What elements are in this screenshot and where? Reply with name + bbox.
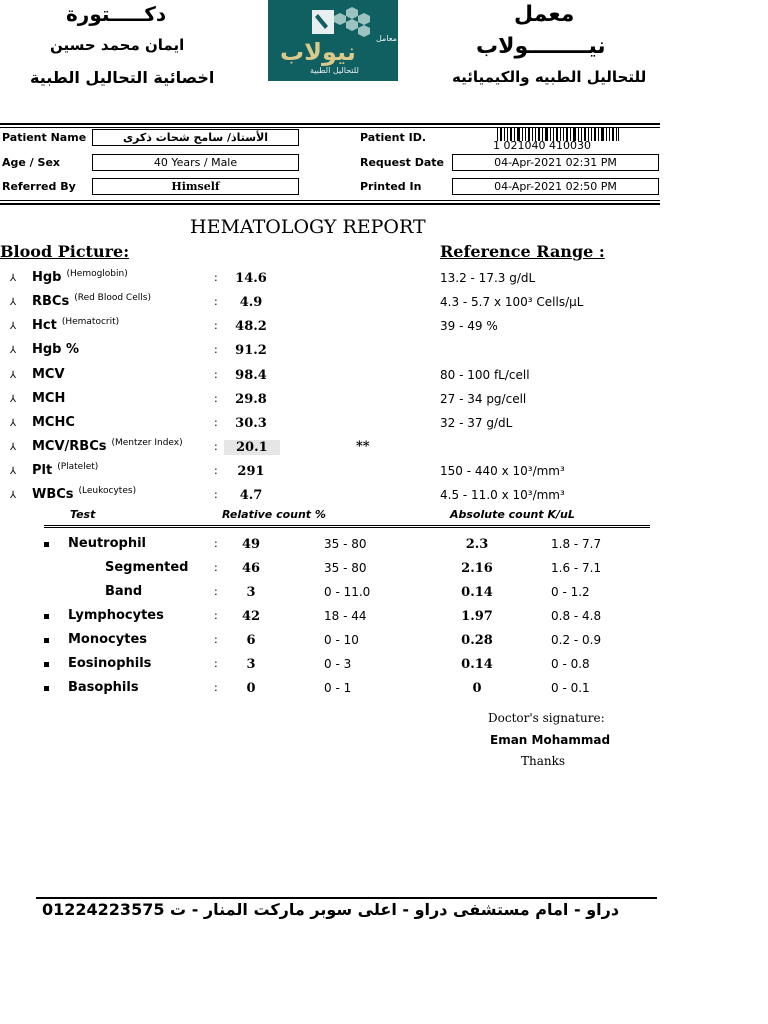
diff-colon: : (214, 633, 218, 646)
diff-absolute-range: 0 - 0.8 (551, 657, 590, 671)
diff-absolute-value: 2.3 (465, 537, 489, 552)
lab-title: معمل (514, 2, 575, 27)
diff-colon: : (214, 657, 218, 670)
diff-relative-range: 0 - 3 (324, 657, 352, 671)
test-subname: (Hematocrit) (61, 317, 120, 327)
info-bottom-border (0, 203, 660, 205)
logo-small-text: معامل (376, 34, 397, 43)
row-arrow-icon: ⅄ (10, 321, 17, 332)
test-reference-range: 4.3 - 5.7 x 100³ Cells/µL (440, 295, 584, 309)
diff-absolute-value: 0.14 (461, 585, 493, 600)
diff-test-name: Monocytes (68, 632, 148, 647)
request-date-field: 04-Apr-2021 02:31 PM (452, 154, 659, 171)
diff-colon: : (214, 585, 218, 598)
test-value: 98.4 (235, 368, 267, 383)
test-reference-range: 4.5 - 11.0 x 10³/mm³ (440, 488, 565, 502)
diff-absolute-value: 0.28 (461, 633, 493, 648)
test-value: 29.8 (235, 392, 267, 407)
test-name-text: MCHC (32, 415, 75, 430)
test-name (32, 439, 183, 454)
diff-colon: : (214, 537, 218, 550)
referred-by-field: Himself (92, 178, 299, 195)
diff-relative-value: 3 (246, 657, 256, 672)
diff-relative-value: 3 (246, 585, 256, 600)
age-sex-label: Age / Sex (2, 156, 61, 169)
test-name-text: Hct (32, 318, 57, 333)
test-reference-range: 32 - 37 g/dL (440, 416, 513, 430)
logo-tagline: للتحاليل الطبية (310, 66, 359, 75)
test-value: 48.2 (235, 319, 267, 334)
test-name (32, 270, 128, 285)
test-value: 4.9 (239, 295, 263, 310)
diff-header-line-thin (44, 525, 650, 526)
test-subname: (Red Blood Cells) (74, 293, 151, 303)
test-reference-range: 80 - 100 fL/cell (440, 368, 530, 382)
section-heading: Blood Picture: (0, 242, 130, 261)
footer-line (36, 897, 657, 899)
diff-absolute-range: 1.8 - 7.7 (551, 537, 602, 551)
diff-relative-range: 0 - 10 (324, 633, 359, 647)
patient-id-label: Patient ID. (360, 131, 426, 144)
reference-heading: Reference Range : (440, 242, 605, 261)
info-top-border (0, 123, 660, 125)
test-colon: : (214, 464, 218, 477)
test-name-text: RBCs (32, 294, 70, 309)
diff-relative-value: 46 (241, 561, 261, 576)
test-subname: (Hemoglobin) (66, 269, 128, 279)
lab-subtitle: للتحاليل الطبيه والكيميائيه (452, 68, 647, 86)
test-value: 4.7 (239, 488, 263, 503)
test-name (32, 415, 75, 430)
diff-absolute-value: 0 (472, 681, 482, 696)
test-colon: : (214, 295, 218, 308)
bullet-icon (44, 662, 49, 667)
test-reference-range: 39 - 49 % (440, 319, 498, 333)
test-name-text: Hgb % (32, 342, 80, 357)
printed-in-field: 04-Apr-2021 02:50 PM (452, 178, 659, 195)
diff-test-name: Segmented (105, 560, 189, 575)
test-subname: (Platelet) (57, 462, 99, 472)
barcode-number: 1 021040 410030 (493, 139, 591, 152)
diff-test-name: Band (105, 584, 143, 599)
age-sex-field: 40 Years / Male (92, 154, 299, 171)
diff-relative-range: 0 - 11.0 (324, 585, 371, 599)
diff-test-name: Eosinophils (68, 656, 152, 671)
diff-absolute-range: 0 - 1.2 (551, 585, 590, 599)
diff-header-absolute: Absolute count K/uL (450, 508, 575, 521)
test-colon: : (214, 392, 218, 405)
diff-relative-value: 49 (241, 537, 261, 552)
test-colon: : (214, 319, 218, 332)
signature-label: Doctor's signature: (488, 711, 605, 725)
diff-absolute-range: 0.8 - 4.8 (551, 609, 602, 623)
diff-relative-range: 35 - 80 (324, 561, 367, 575)
test-value: 291 (237, 464, 265, 479)
diff-header-test: Test (70, 508, 96, 521)
diff-absolute-value: 2.16 (461, 561, 493, 576)
diff-absolute-range: 1.6 - 7.1 (551, 561, 602, 575)
test-colon: : (214, 271, 218, 284)
bullet-icon (44, 686, 49, 691)
row-arrow-icon: ⅄ (10, 345, 17, 356)
row-arrow-icon: ⅄ (10, 490, 17, 501)
thanks-text: Thanks (521, 754, 566, 768)
diff-relative-value: 42 (241, 609, 261, 624)
test-value: 30.3 (235, 416, 267, 431)
row-arrow-icon: ⅄ (10, 442, 17, 453)
test-value: 14.6 (235, 271, 267, 286)
diff-test-name: Basophils (68, 680, 139, 695)
test-colon: : (214, 488, 218, 501)
test-name (32, 342, 79, 357)
diff-absolute-value: 0.14 (461, 657, 493, 672)
row-arrow-icon: ⅄ (10, 273, 17, 284)
diff-relative-range: 0 - 1 (324, 681, 352, 695)
test-subname: (Leukocytes) (78, 486, 137, 496)
test-name (32, 463, 98, 478)
diff-colon: : (214, 561, 218, 574)
bullet-icon (44, 614, 49, 619)
test-colon: : (214, 440, 218, 453)
diff-absolute-value: 1.97 (461, 609, 493, 624)
test-colon: : (214, 343, 218, 356)
bullet-icon (44, 638, 49, 643)
referred-by-label: Referred By (2, 180, 76, 193)
patient-name-field: الأستاذ/ سامح شحات ذكرى (92, 129, 299, 146)
test-reference-range: 150 - 440 x 10³/mm³ (440, 464, 565, 478)
test-reference-range: 13.2 - 17.3 g/dL (440, 271, 536, 285)
test-name (32, 367, 65, 382)
info-bottom-border-thin (0, 200, 660, 201)
doctor-specialty: اخصائية التحاليل الطبية (30, 68, 215, 87)
test-value: 91.2 (235, 343, 267, 358)
diff-header-line (44, 527, 650, 528)
diff-test-name: Lymphocytes (68, 608, 164, 623)
abnormal-flag: ** (356, 439, 370, 454)
test-colon: : (214, 368, 218, 381)
diff-header-relative: Relative count % (222, 508, 326, 521)
test-name-text: MCH (32, 391, 66, 406)
diff-absolute-range: 0.2 - 0.9 (551, 633, 602, 647)
diff-colon: : (214, 681, 218, 694)
doctor-name: ايمان محمد حسين (50, 36, 185, 54)
patient-barcode (493, 126, 619, 152)
test-name-text: MCV/RBCs (32, 439, 107, 454)
patient-name-label: Patient Name (2, 131, 87, 144)
test-name (32, 391, 65, 406)
test-name (32, 487, 136, 502)
row-arrow-icon: ⅄ (10, 466, 17, 477)
test-name-text: Hgb (32, 270, 62, 285)
request-date-label: Request Date (360, 156, 445, 169)
test-name (32, 318, 119, 333)
diff-relative-value: 6 (246, 633, 256, 648)
lab-name: نيــــــــولاب (476, 34, 606, 59)
signature-name: Eman Mohammad (490, 733, 611, 747)
diff-test-name: Neutrophil (68, 536, 146, 551)
row-arrow-icon: ⅄ (10, 297, 17, 308)
row-arrow-icon: ⅄ (10, 418, 17, 429)
test-name-text: MCV (32, 367, 65, 382)
diff-colon: : (214, 609, 218, 622)
bullet-icon (44, 542, 49, 547)
test-name-text: WBCs (32, 487, 74, 502)
test-colon: : (214, 416, 218, 429)
test-subname: (Mentzer Index) (111, 438, 183, 448)
row-arrow-icon: ⅄ (10, 394, 17, 405)
diff-relative-range: 35 - 80 (324, 537, 367, 551)
report-title: HEMATOLOGY REPORT (190, 216, 426, 238)
logo-brand: نيولاب (280, 38, 356, 66)
doctor-title: دكـــــتورة (66, 2, 167, 26)
footer-address: دراو - امام مستشفى دراو - اعلى سوبر ماركت المنار - ت 01224223575 (42, 900, 620, 919)
lab-logo (268, 0, 398, 81)
test-value: 20.1 (224, 440, 280, 455)
diff-relative-range: 18 - 44 (324, 609, 367, 623)
row-arrow-icon: ⅄ (10, 370, 17, 381)
test-name (32, 294, 151, 309)
test-reference-range: 27 - 34 pg/cell (440, 392, 527, 406)
diff-absolute-range: 0 - 0.1 (551, 681, 590, 695)
diff-relative-value: 0 (246, 681, 256, 696)
test-name-text: Plt (32, 463, 53, 478)
printed-in-label: Printed In (360, 180, 422, 193)
